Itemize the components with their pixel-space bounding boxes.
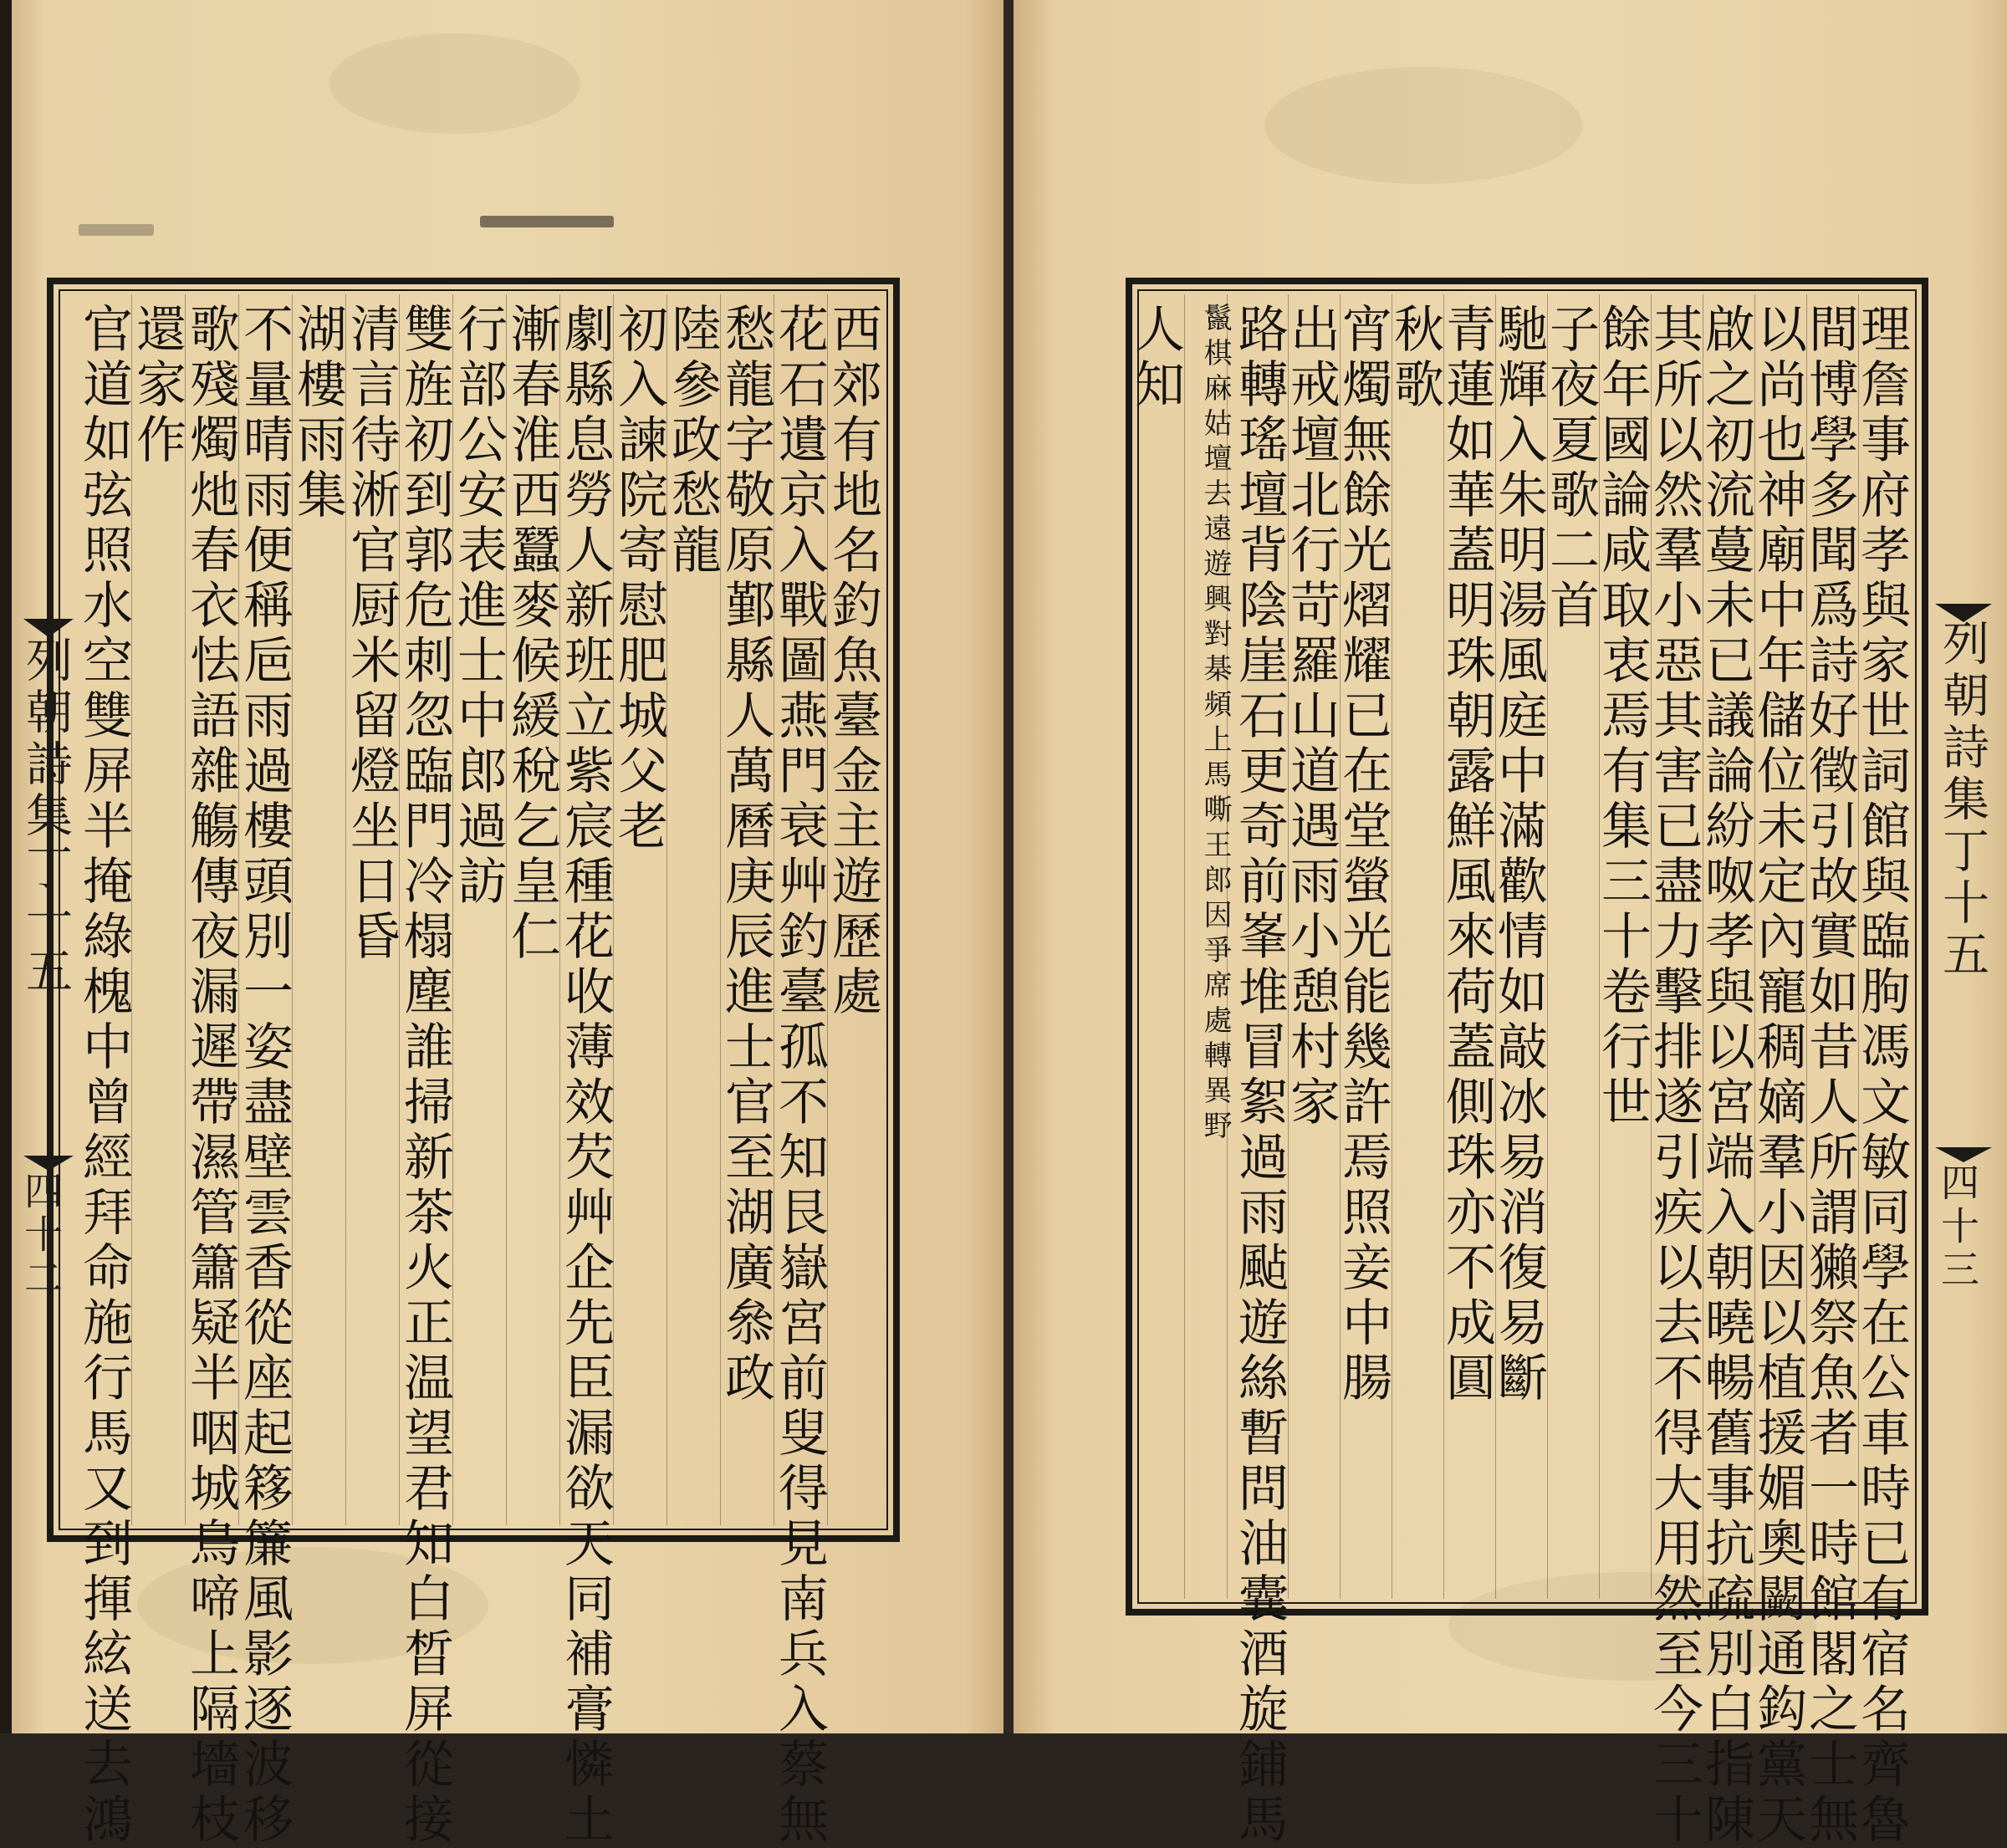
right-text-columns (1126, 294, 1912, 1848)
left-fishtail-mark (23, 1156, 74, 1171)
ink-smudge (79, 224, 154, 236)
right-page-frame (1126, 278, 1928, 1848)
right-page-column: 宵燭無餘光熠耀已在堂螢光能幾許焉照妾中腸 (1334, 303, 1392, 1406)
column-rule (131, 294, 132, 1525)
left-page-column: 初入諫院寄慰肥城父老 (610, 303, 668, 855)
column-rule (506, 294, 507, 1525)
column-rule (238, 294, 239, 1525)
column-rule (1443, 294, 1444, 1599)
left-page-column: 湖樓雨集 (289, 303, 347, 523)
column-rule (452, 294, 453, 1525)
right-fishtail-mark (1935, 604, 1992, 622)
column-rule (1495, 294, 1496, 1599)
column-rule (613, 294, 614, 1525)
column-rule (559, 294, 560, 1525)
right-page-column: 子夜夏歌二首 (1541, 303, 1600, 634)
column-rule (720, 294, 721, 1525)
column-rule (1340, 294, 1341, 1599)
left-page-column: 官道如弦照水空雙屏半掩綠槐中曾經拜命施行馬又到揮絃送去鴻 (74, 303, 133, 1848)
left-page-column: 漸春淮西蠶麥候緩稅乞皇仁 (503, 303, 561, 965)
right-page-column: 人知 (1126, 303, 1185, 413)
right-page-column: 其所以然羣小惡其害已盡力擊排遂引疾以去不得大用然至今三十 (1645, 303, 1703, 1848)
right-page-column: 以尚也神廟中年儲位未定內寵稠嫡羣小因以植援媚奧闕通鈎黨天 (1749, 303, 1807, 1848)
column-rule (1599, 294, 1600, 1599)
left-page-column: 行部公安表進士中郎過訪 (449, 303, 508, 910)
column-rule (345, 294, 346, 1525)
right-page-column: 路轉瑤壇背陰崖石更奇前峯堆冒絮過雨颭遊絲暫問油囊酒旋鋪馬 (1230, 303, 1289, 1848)
column-rule (1858, 294, 1859, 1599)
right-page-column: 馳輝入朱明湯風庭中滿歡情如敲冰易消復易斷 (1489, 303, 1548, 1406)
left-page-column: 還家作 (128, 303, 186, 468)
paper-stain (1264, 67, 1582, 184)
left-page-column: 清言待淅官厨米留燈坐日昏 (342, 303, 401, 965)
column-rule (1184, 294, 1185, 1599)
right-page-column: 啟之初流蔓未已議論紛呶孝與以宮端入朝曉暢舊事抗疏別白指陳 (1697, 303, 1755, 1848)
right-page-column: 秋歌 (1386, 303, 1444, 413)
right-page-column: 青蓮如華蓋明珠朝露鮮風來荷蓋側珠亦不成圓 (1438, 303, 1496, 1406)
book-gutter (1004, 0, 1014, 1733)
column-rule (292, 294, 293, 1525)
left-page-column: 陸參政愁龍 (663, 303, 722, 579)
left-page-column: 歌殘燭灺春衣怯語雜觴傳夜漏遲帶濕管簫疑半咽城鳥啼上隔墻枝 (181, 303, 240, 1848)
paper-stain (329, 33, 580, 134)
left-page-column: 劇縣息勞人新班立紫宸種花收薄效芡艸企先臣漏欲天同補膏憐土 (556, 303, 615, 1848)
right-fishtail-mark (1935, 1147, 1992, 1162)
column-rule (827, 294, 828, 1525)
column-rule (399, 294, 400, 1525)
left-page-frame (47, 278, 900, 1848)
column-rule (1651, 294, 1652, 1599)
right-page-column: 理詹事府孝與家世詞館與臨朐馮文敏同學在公車時已有宿名齊魯 (1852, 303, 1911, 1848)
column-rule (1547, 294, 1548, 1599)
right-page-column: 鬣棋麻姑壇去遠遊興對棊頻上馬嘶王郎因爭席處轉異野 (1198, 303, 1232, 1146)
right-margin-title: 列朝詩集丁十五 (1935, 619, 1989, 982)
left-margin-title: 列朝詩集丁十五 (18, 636, 73, 998)
left-page-column: 花石遺京入戰圖燕門衰艸釣臺孤不知艮嶽宮前叟得見南兵入蔡無 (770, 303, 829, 1848)
left-page-column: 不量晴雨便稱巵雨過樓頭別一姿盡壁雲香從座起簃簾風影逐波移 (235, 303, 294, 1848)
column-rule (185, 294, 186, 1525)
right-page-column: 出戒壇北行苛羅山道遇雨小憩村家 (1282, 303, 1341, 1131)
left-page-column: 雙旌初到郭危刺忽臨門冷榻塵誰掃新茶火正温望君知白晳屏從接 (396, 303, 454, 1848)
left-margin-page-number: 四十二 (18, 1171, 64, 1301)
column-rule (1288, 294, 1289, 1599)
column-rule (1227, 294, 1228, 1599)
column-rule (666, 294, 667, 1525)
right-page-column: 間博學多聞爲詩好徵引故實如昔人所謂獺祭魚者一時館閣之士無 (1800, 303, 1859, 1848)
left-fishtail-mark (23, 619, 74, 637)
column-rule (1754, 294, 1755, 1599)
right-page-column: 餘年國論咸取衷焉有集三十卷行世 (1593, 303, 1652, 1131)
left-text-columns (64, 294, 883, 1848)
left-page-column: 愁龍字敬原鄞縣人萬曆庚辰進士官至湖廣叅政 (717, 303, 775, 1406)
column-rule (1806, 294, 1807, 1599)
ink-smudge (480, 216, 614, 227)
right-margin-page-number: 四十三 (1935, 1162, 1980, 1293)
left-page-column: 西郊有地名釣魚臺金主遊歷處 (824, 303, 882, 1020)
